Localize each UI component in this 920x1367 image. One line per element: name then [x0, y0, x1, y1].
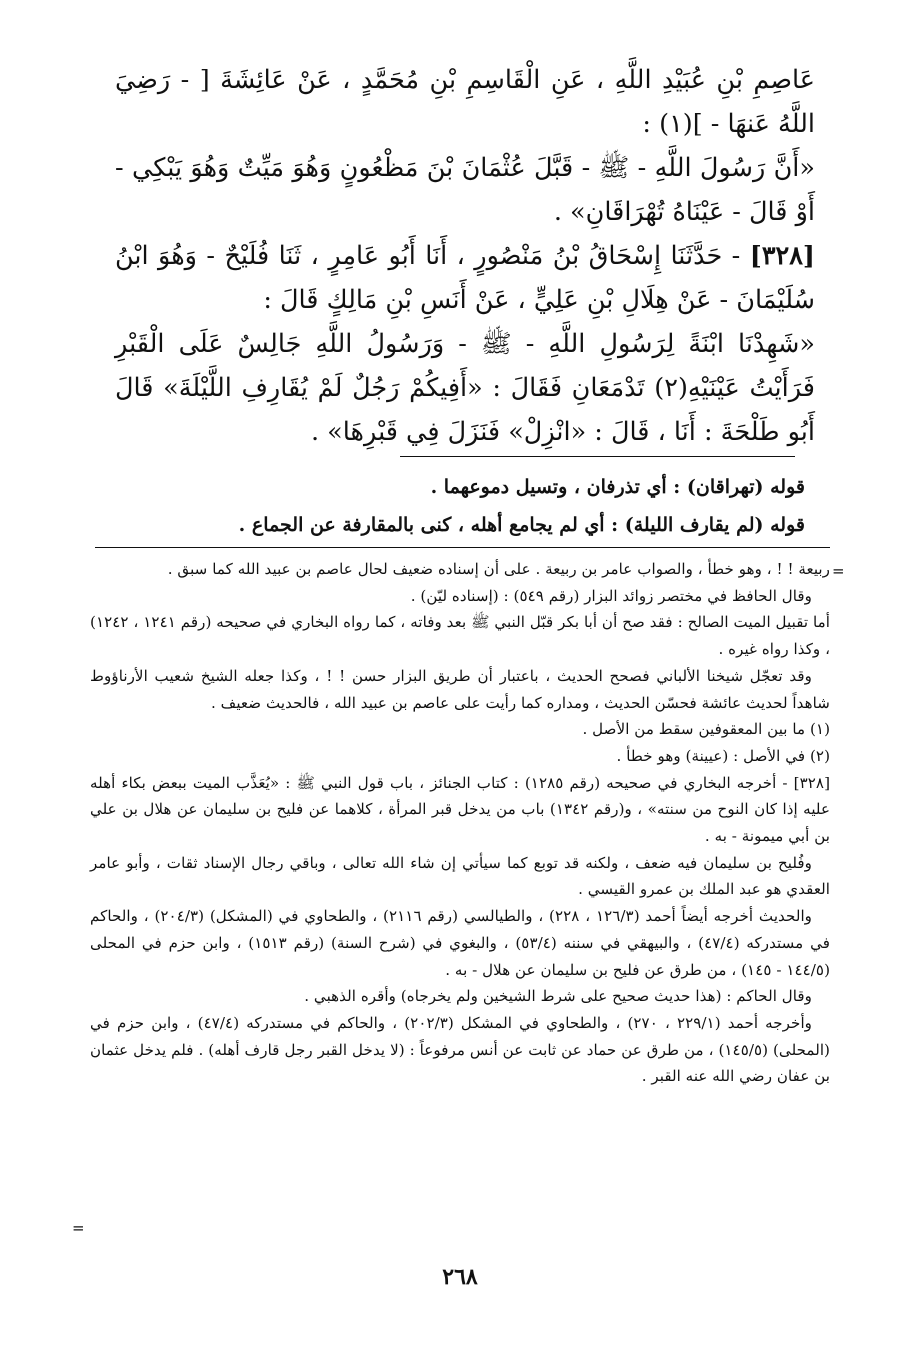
footnote-328: [٣٢٨] - أخرجه البخاري في صحيحه (رقم ١٢٨٥) : كتاب الجنائز ، باب قول النبي ﷺ : «يُعَذَّب الميت ببعض بكاء أهله عليه إذا كان النوح من سنته» ، و(رقم ١٣٤٢) باب من يدخل قبر المرأة ، كلاهما عن فليح بن سليمان عن هلال بن علي بن أبي ميمونة - به . [90, 773, 831, 846]
footnote-paragraph: ربيعة ! ! ، وهو خطأ ، والصواب عامر بن ربيعة . على أن إسناده ضعيف لحال عاصم بن عبيد الله كما سبق . [167, 560, 830, 578]
page-number: ٢٦٨ [442, 1264, 478, 1290]
footnote-paragraph: وفُليح بن سليمان فيه ضعف ، ولكنه قد توبع كما سيأتي إن شاء الله تعالى ، وباقي رجال الإسناد ثقات ، وأبو عامر العقدي هو عبد الملك بن عمرو القيسي . [90, 853, 830, 899]
gloss-divider [400, 456, 795, 457]
footnote-paragraph: أما تقبيل الميت الصالح : فقد صح أن أبا بكر قبّل النبي ﷺ بعد وفاته ، كما رواه البخاري في صحيحه (رقم ١٢٤١ ، ١٢٤٢) ، وكذا رواه غيره . [90, 613, 830, 659]
hadith-328-chain [115, 234, 815, 322]
isnad-continuation: عَاصِمِ بْنِ عُبَيْدِ اللَّهِ ، عَنِ الْقَاسِمِ بْنِ مُحَمَّدٍ ، عَنْ عَائِشَةَ [ - رَضِيَ اللَّهُ عَنهَا - ](١) : [115, 65, 815, 139]
main-text [115, 58, 815, 454]
footnote-paragraph: وقال الحاكم : (هذا حديث صحيح على شرط الشيخين ولم يخرجاه) وأقره الذهبي . [304, 987, 812, 1006]
gloss-item: قوله (تهراقان) : أي تذرفان ، وتسيل دموعهما . [430, 476, 805, 498]
continuation-mark-bottom: = [72, 1219, 85, 1237]
footnote-divider [95, 547, 830, 548]
footnote-paragraph: والحديث أخرجه أيضاً أحمد (١٢٦/٣ ، ٢٢٨) ، والطيالسي (رقم ٢١١٦) ، والطحاوي في (المشكل) (٢٠٤/٣) ، والحاكم في مستدركه (٤٧/٤) ، والبيهقي في سننه (٥٣/٤) ، والبغوي في (شرح السنة) (رقم ١٥١٣) ، وابن حزم في المحلى (١٤٤/٥ - ١٤٥) ، من طرق عن فليح بن سليمان عن هلال - به . [90, 907, 831, 979]
hadith-number: [٣٢٨] [749, 241, 815, 271]
gloss-section [115, 468, 805, 544]
footnote-paragraph: وقال الحافظ في مختصر زوائد البزار (رقم ٥٤٩) : (إسناده ليّن) . [410, 586, 812, 605]
footnote-2: (٢) في الأصل : (عيينة) وهو خطأ . [616, 746, 830, 765]
footnote-paragraph: وأخرجه أحمد (٢٢٩/١ ، ٢٧٠) ، والطحاوي في المشكل (٢٠٢/٣) ، والحاكم في مستدركه (٤٧/٤) ، وابن حزم في (المحلى) (١٤٥/٥) ، من طرق عن حماد عن ثابت عن أنس مرفوعاً : (لا يدخل القبر رجل قارف أهله) . فلم يدخل عثمان بن عفان رضي الله عنه القبر . [90, 1013, 830, 1086]
footnotes [90, 556, 830, 1090]
footnote-1: (١) ما بين المعقوفين سقط من الأصل . [582, 720, 830, 739]
hadith-matn-327: «أَنَّ رَسُولَ اللَّهِ - ﷺ - قَبَّلَ عُثْمَانَ بْنَ مَظْعُونٍ وَهُوَ مَيِّتٌ وَهُوَ يَبْكِي - أَوْ قَالَ - عَيْنَاهُ تُهْرَاقَانِ» . [115, 153, 815, 227]
hadith-328-matn: «شَهِدْنَا ابْنَةً لِرَسُولِ اللَّهِ - ﷺ - وَرَسُولُ اللَّهِ جَالِسٌ عَلَى الْقَبْرِ فَرَأَيْتُ عَيْنَيْهِ(٢) تَدْمَعَانِ فَقَالَ : «أَفِيكُمْ رَجُلٌ لَمْ يُقَارِفِ اللَّيْلَةَ» قَالَ أَبُو طَلْحَةَ : أَنَا ، قَالَ : «انْزِلْ» فَنَزَلَ فِي قَبْرِهَا» . [115, 329, 815, 447]
hadith-chain-text: - حَدَّثَنَا إِسْحَاقُ بْنُ مَنْصُورٍ ، أَنَا أَبُو عَامِرٍ ، ثَنَا فُلَيْحٌ - وَهُوَ ابْنُ سُلَيْمَانَ - عَنْ هِلَالِ بْنِ عَلِيٍّ ، عَنْ أَنَسِ بْنِ مَالِكٍ قَالَ : [115, 241, 815, 315]
footnote-paragraph: وقد تعجّل شيخنا الألباني فصحح الحديث ، باعتبار أن طريق البزار حسن ! ! ، وكذا جعله الشيخ شعيب الأرناؤوط شاهداً لحديث عائشة فحسّن الحديث ، ومداره كما رأيت على عاصم بن عبيد الله ، فالحديث ضعيف . [90, 666, 830, 712]
gloss-item: قوله (لم يقارف الليلة) : أي لم يجامع أهله ، كنى بالمقارفة عن الجماع . [238, 514, 805, 536]
continuation-mark-top: = [832, 562, 845, 580]
